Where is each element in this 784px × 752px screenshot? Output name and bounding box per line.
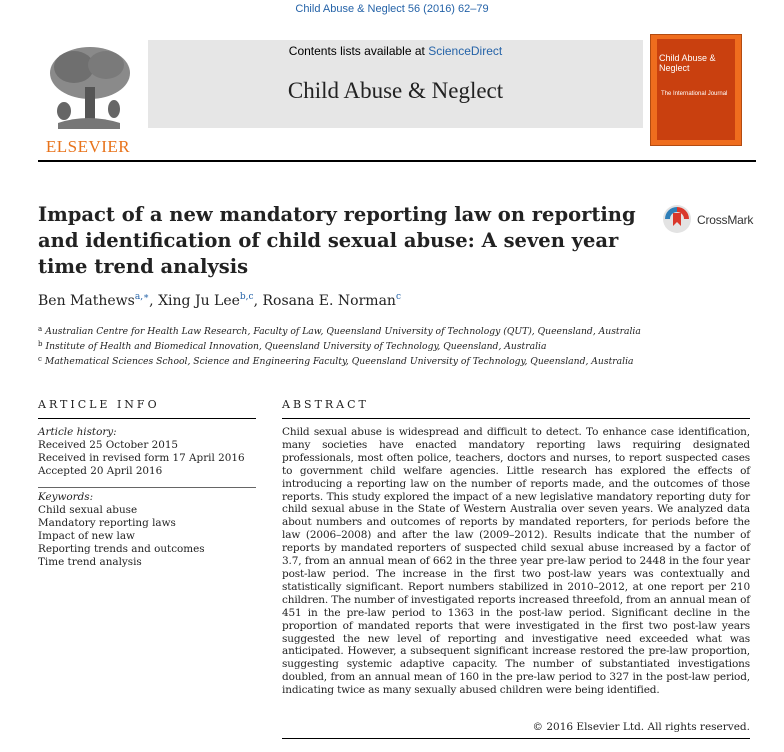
keyword-item: Impact of new law xyxy=(38,530,135,542)
article-info-divider xyxy=(38,418,256,419)
affiliation-mark: c xyxy=(38,355,42,363)
cover-subtitle: The International Journal xyxy=(661,91,728,97)
affiliation-text: Australian Centre for Health Law Research, Faculty of Law, Queensland University of Technology (QUT), Queensland, Australia xyxy=(45,326,641,337)
history-item: Accepted 20 April 2016 xyxy=(38,465,163,477)
abstract-bottom-divider xyxy=(282,738,750,739)
crossmark-label: CrossMark xyxy=(697,213,754,227)
author-list: Ben Mathews$^{a,∗}$, Xing Ju Lee$^{b,c}$, Rosana E. Norman$^c$ xyxy=(38,292,401,309)
contents-prefix: Contents lists available at xyxy=(288,44,429,58)
keyword-item: Reporting trends and outcomes xyxy=(38,543,205,555)
abstract-heading: ABSTRACT xyxy=(282,398,369,411)
journal-citation-link[interactable]: Child Abuse & Neglect 56 (2016) 62–79 xyxy=(295,3,489,15)
history-label: Article history: xyxy=(38,426,117,438)
abstract-text: Child sexual abuse is widespread and difficult to detect. To enhance case identification, many societies have enacted mandatory reporting laws requiring designated professionals, most often police, teachers, doctors and nurses, to report suspected cases to government child welfare agencies. Little research has explored the effects of introducing a reporting law on the number of reports made, and the outcomes of those reports. This study explored the impact of a new legislative mandatory reporting duty for child sexual abuse in the State of Western Australia over seven years. We analyzed data about numbers and outcomes of reports by mandated reporters, for periods before the law (2006–2008) and after the law (2009–2012). Results indicate that the number of reports by mandated reporters of suspected child sexual abuse increased by a factor of 3.7, from an annual mean of 662 in the three year pre-law period to 2448 in the four year post-law period. The increase in the first two post-law years was contextually and statistically significant. Report numbers stabilized in 2010–2012, at one report per 210 children. The number of investigated reports increased threefold, from an annual mean of 451 in the pre-law period to 1363 in the post-law period. Significant decline in the proportion of mandated reports that were investigated in the first two post-law years suggested the new level of reporting and investigative need exceeded what was anticipated. However, a subsequent significant increase restored the pre-law proportion, suggesting systemic adaptive capacity. The number of substantiated investigations doubled, from an annual mean of 160 in the pre-law period to 327 in the post-law period, indicating twice as many sexually abused children were being identified. xyxy=(282,426,750,697)
affiliations xyxy=(38,323,641,368)
affiliation-text: Institute of Health and Biomedical Innovation, Queensland University of Technology, Queensland, Australia xyxy=(45,341,547,352)
affiliation-mark: a xyxy=(38,325,43,333)
article-title: Impact of a new mandatory reporting law on reporting and identification of child sexual abuse: A seven year time trend analysis xyxy=(38,203,636,278)
article-info xyxy=(38,426,263,569)
author-name[interactable]: Rosana E. Norman xyxy=(262,293,396,309)
cover-title: Child Abuse & Neglect xyxy=(659,53,716,73)
journal-cover[interactable] xyxy=(650,34,742,146)
info-separator xyxy=(38,487,256,488)
author-affiliation-marker[interactable]: c xyxy=(395,292,401,302)
affiliation-item xyxy=(38,353,641,368)
keyword-item: Child sexual abuse xyxy=(38,504,138,516)
author-name[interactable]: Ben Mathews xyxy=(38,293,135,309)
affiliation-text: Mathematical Sciences School, Science and Engineering Faculty, Queensland University of Technology, Queensland, Australia xyxy=(44,356,634,367)
copyright-notice: © 2016 Elsevier Ltd. All rights reserved. xyxy=(532,721,750,733)
author-affiliation-marker[interactable]: b,c xyxy=(239,292,254,302)
affiliation-mark: b xyxy=(38,340,43,348)
affiliation-item xyxy=(38,338,641,353)
elsevier-wordmark: ELSEVIER xyxy=(45,137,131,156)
keyword-item: Time trend analysis xyxy=(38,556,142,568)
article-info-heading: ARTICLE INFO xyxy=(38,398,160,411)
elsevier-tree-icon xyxy=(38,43,138,131)
crossmark-button[interactable] xyxy=(662,204,772,236)
contents-line xyxy=(148,44,643,58)
keywords-label: Keywords: xyxy=(38,491,94,503)
author-name[interactable]: Xing Ju Lee xyxy=(158,293,240,309)
header-divider xyxy=(38,160,756,162)
elsevier-logo[interactable] xyxy=(38,43,138,156)
crossmark-icon xyxy=(662,204,692,234)
abstract-divider xyxy=(282,418,750,419)
history-item: Received in revised form 17 April 2016 xyxy=(38,452,245,464)
keyword-item: Mandatory reporting laws xyxy=(38,517,176,529)
author-affiliation-marker[interactable]: a,∗ xyxy=(134,292,150,302)
affiliation-item xyxy=(38,323,641,338)
journal-title-link[interactable]: Child Abuse & Neglect xyxy=(287,78,504,103)
history-item: Received 25 October 2015 xyxy=(38,439,179,451)
masthead xyxy=(38,28,756,156)
sciencedirect-link[interactable]: ScienceDirect xyxy=(428,44,503,58)
journal-banner xyxy=(148,40,643,128)
